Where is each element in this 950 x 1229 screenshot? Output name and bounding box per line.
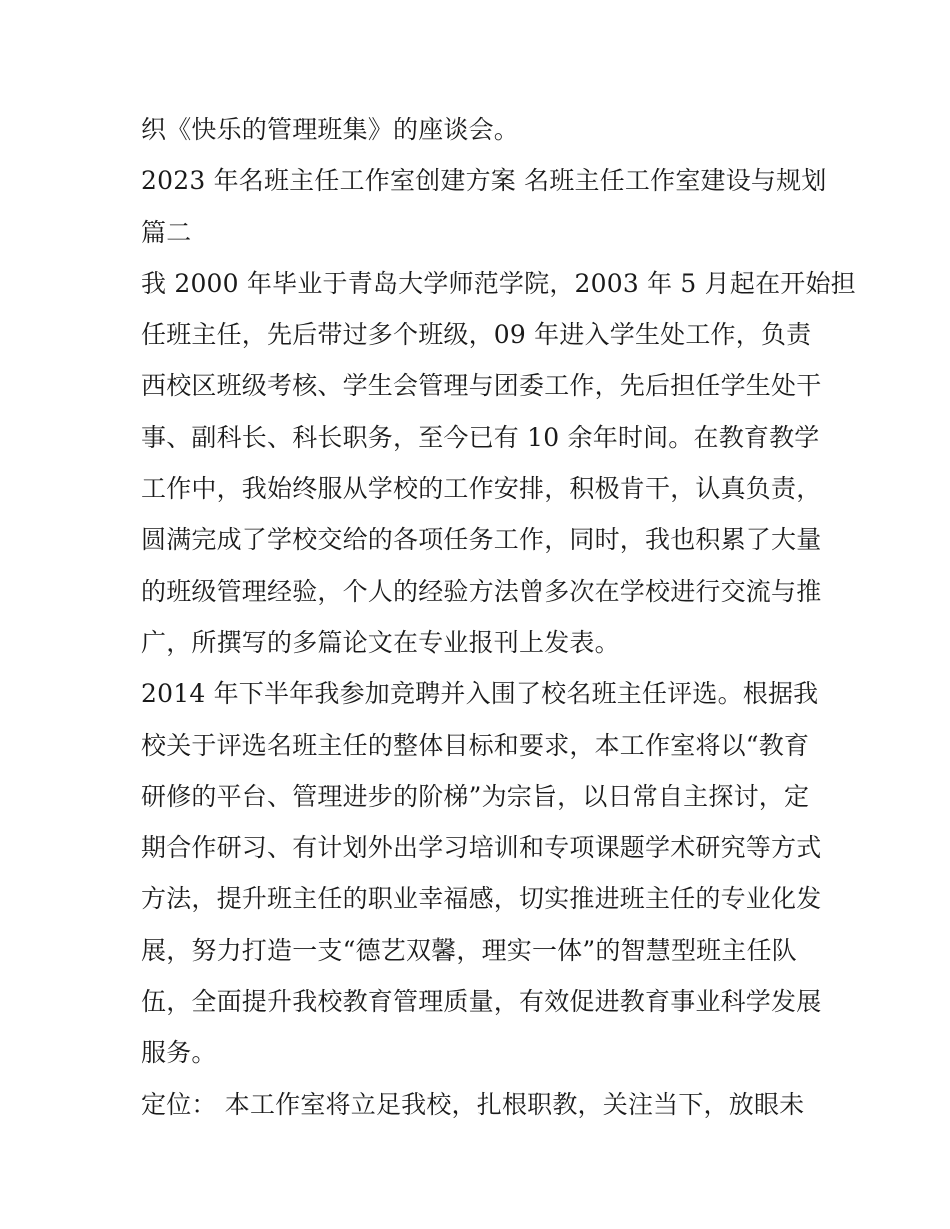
text-line: 展，努力打造一支“德艺双馨，理实一体”的智慧型班主任队 <box>141 935 797 965</box>
section-heading-line: 篇二 <box>141 217 192 247</box>
text-line: 我 2000 年毕业于青岛大学师范学院，2003 年 5 月起在开始担 <box>141 268 856 298</box>
text-line: 任班主任，先后带过多个班级，09 年进入学生处工作，负责 <box>141 320 812 350</box>
text-line: 西校区班级考核、学生会管理与团委工作，先后担任学生处干 <box>141 371 822 401</box>
text-line: 定位： 本工作室将立足我校，扎根职教，关注当下，放眼未 <box>141 1089 805 1119</box>
text-line: 广，所撰写的多篇论文在专业报刊上发表。 <box>141 627 620 657</box>
text-line: 织《快乐的管理班集》的座谈会。 <box>141 115 520 144</box>
text-line: 校关于评选名班主任的整体目标和要求，本工作室将以“教育 <box>141 730 810 760</box>
text-line: 方法，提升班主任的职业幸福感，切实推进班主任的专业化发 <box>141 884 822 914</box>
text-line: 工作中，我始终服从学校的工作安排，积极肯干，认真负责， <box>141 474 822 504</box>
text-line: 伍，全面提升我校教育管理质量，有效促进教育事业科学发展 <box>141 987 822 1017</box>
text-line: 期合作研习、有计划外出学习培训和专项课题学术研究等方式 <box>141 833 822 863</box>
text-line: 2014 年下半年我参加竞聘并入围了校名班主任评选。根据我 <box>141 679 819 709</box>
text-line: 服务。 <box>141 1038 217 1068</box>
text-line: 事、副科长、科长职务，至今已有 10 余年时间。在教育教学 <box>141 422 820 452</box>
document-body <box>141 104 856 1130</box>
text-line: 研修的平台、管理进步的阶梯”为宗旨，以日常自主探讨，定 <box>141 781 810 811</box>
text-line: 圆满完成了学校交给的各项任务工作，同时，我也积累了大量 <box>141 525 822 555</box>
text-line: 的班级管理经验，个人的经验方法曾多次在学校进行交流与推 <box>141 576 822 606</box>
section-heading-line: 2023 年名班主任工作室创建方案 名班主任工作室建设与规划 <box>141 166 827 196</box>
